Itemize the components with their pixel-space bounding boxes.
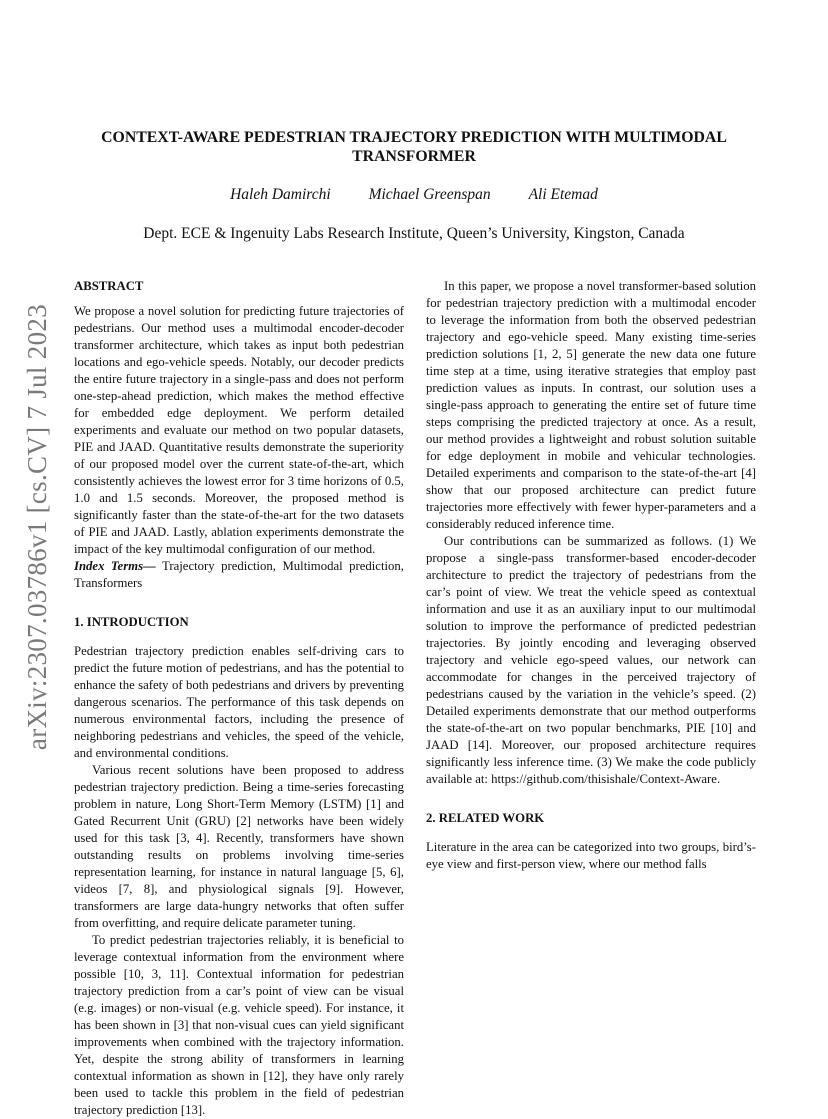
abstract-heading: ABSTRACT — [74, 279, 144, 293]
author-name: Haleh Damirchi — [230, 186, 331, 203]
right-column — [426, 278, 756, 873]
intro-paragraph-4: In this paper, we propose a novel transformer-based solution for pedestrian trajectory prediction with a multimodal encoder to leverage the information from both the observed pedestrian trajectory and ego-vehicle speed. Many existing time-series prediction solutions [1, 2, 5] generate the new data one future time step at a time, using iterative strategies that employ past prediction values as inputs. In contrast, our solution uses a single-pass approach to generating the entire set of future time steps comprising the predicted trajectory at once. As a result, our method provides a lightweight and robust solution suitable for edge deployment in mobile and vehicular technologies. Detailed experiments and comparison to the state-of-the-art [4] show that our proposed architecture can predict future trajectories more effectively with fewer hyper-parameters and a considerably reduced inference time. — [426, 279, 756, 531]
abstract-text: We propose a novel solution for predicting future trajectories of pedestrians. Our method uses a multimodal encoder-decoder transformer architecture, which takes as input both pedestrian locations and ego-vehicle speeds. Notably, our decoder predicts the entire future trajectory in a single-pass and does not perform one-step-ahead prediction, which makes the method effective for embedded edge deployment. We perform detailed experiments and evaluate our method on two popular datasets, PIE and JAAD. Quantitative results demonstrate the superiority of our proposed model over the current state-of-the-art, which consistently achieves the lowest error for 3 time horizons of 0.5, 1.0 and 1.5 seconds. Moreover, the proposed method is significantly faster than the state-of-the-art for the two datasets of PIE and JAAD. Lastly, ablation experiments demonstrate the impact of the key multimodal configuration of our method. — [74, 304, 404, 556]
intro-paragraph-2: Various recent solutions have been proposed to address pedestrian trajectory prediction. Being a time-series forecasting problem in nature, Long Short-Term Memory (LSTM) [1] and Gated Recurrent Unit (GRU) [2] networks have been widely used for this task [3, 4]. Recently, transformers have shown outstanding results on problems involving time-series representation learning, for instance in natural language [5, 6], videos [7, 8], and physiological signals [9]. However, transformers are large data-hungry networks that often suffer from overfitting, and require delicate parameter tuning. — [74, 763, 404, 930]
intro-paragraph-1: Pedestrian trajectory prediction enables self-driving cars to predict the future motion of pedestrians, and has the potential to enhance the safety of both pedestrians and drivers by preventing dangerous scenarios. The performance of this task depends on numerous environmental factors, including the presence of neighboring pedestrians and vehicles, the speed of the vehicle, and environmental conditions. — [74, 644, 404, 760]
author-name: Michael Greenspan — [368, 186, 491, 203]
related-work-paragraph: Literature in the area can be categorized into two groups, bird’s-eye view and first-person view, where our method falls — [426, 840, 756, 871]
left-column — [74, 278, 404, 1119]
arxiv-stamp: arXiv:2307.03786v1 [cs.CV] 7 Jul 2023 — [22, 304, 52, 751]
index-terms-text: Trajectory prediction, Multimodal prediction, Transformers — [74, 559, 404, 590]
index-terms — [74, 558, 404, 592]
intro-paragraph-3: To predict pedestrian trajectories reliably, it is beneficial to leverage contextual information from the environment where possible [10, 3, 11]. Contextual information for pedestrian trajectory prediction from a car’s point of view can be visual (e.g. images) or non-visual (e.g. vehicle speed). For instance, it has been shown in [3] that non-visual cues can yield significant improvements when combined with the trajectory information. Yet, despite the strong ability of transformers in learning contextual information as shown in [12], they have only rarely been used to tackle this problem in the field of pedestrian trajectory prediction [13]. — [74, 933, 404, 1117]
intro-paragraph-5: Our contributions can be summarized as follows. (1) We propose a single-pass transformer-based encoder-decoder architecture to predict the trajectory of pedestrians from the car’s point of view. We treat the vehicle speed as contextual information and use it as an auxiliary input to our multimodal solution to improve the performance of predicted pedestrian trajectories. By jointly encoding and leveraging observed trajectory and vehicle ego-speed values, our network can accommodate for changes in the perceived trajectory of pedestrians caused by the variation in the vehicle’s speed. (2) Detailed experiments demonstrate that our method outperforms the state-of-the-art on two popular benchmarks, PIE [10] and JAAD [14]. Moreover, our proposed architecture requires significantly less inference time. (3) We make the code publicly available at: https://github.com/thisishale/Context-Aware. — [426, 534, 756, 786]
affiliation: Dept. ECE & Ingenuity Labs Research Institute, Queen’s University, Kingston, Canada — [143, 225, 685, 242]
introduction-heading: 1. INTRODUCTION — [74, 615, 189, 629]
related-work-heading: 2. RELATED WORK — [426, 811, 545, 825]
paper-title: CONTEXT-AWARE PEDESTRIAN TRAJECTORY PREDICTION WITH MULTIMODAL TRANSFORMER — [101, 129, 727, 165]
index-terms-label: Index Terms— — [74, 559, 156, 573]
author-list — [74, 186, 754, 204]
author-name: Ali Etemad — [528, 186, 598, 203]
